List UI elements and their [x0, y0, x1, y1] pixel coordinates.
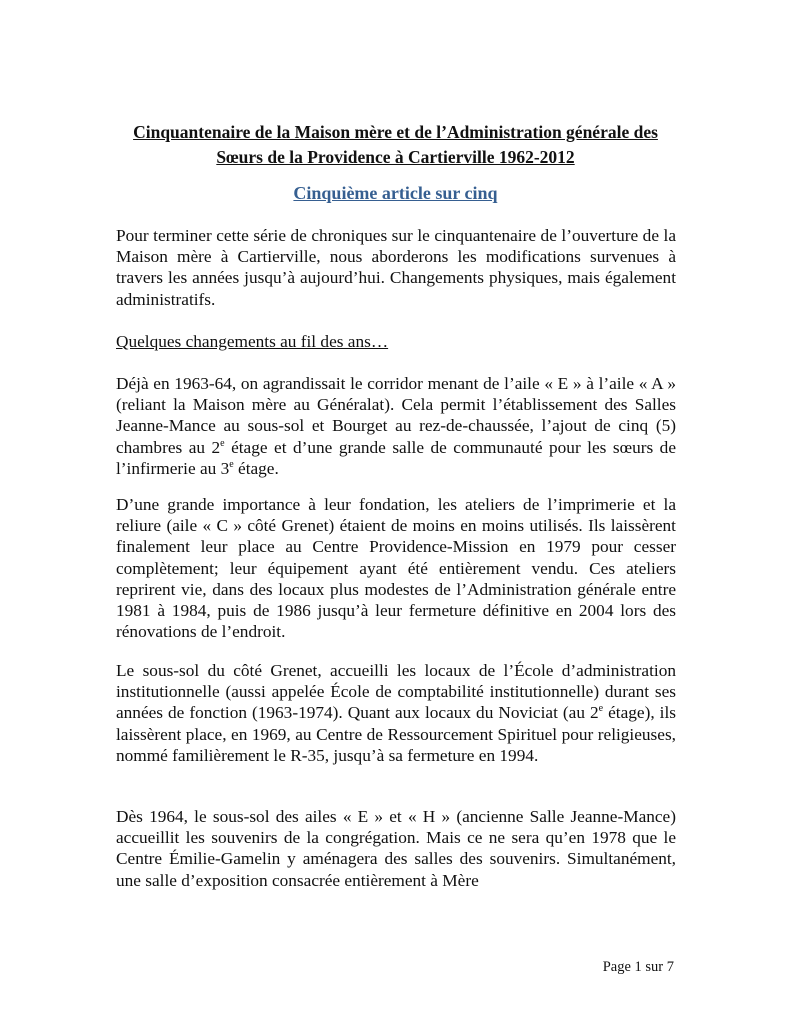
paragraph-3-text-b: étage), ils laissèrent place, en 1969, au Centre de Ressourcement Spirituel pour religieuses, nommé familièrement le R-35, jusqu’à sa fermeture en 1994. — [116, 703, 677, 765]
paragraph-1-text-b: étage et d’une grande salle de communauté pour les sœurs de l’infirmerie au 3 — [116, 437, 676, 478]
superscript: e — [220, 437, 225, 449]
superscript: e — [598, 703, 604, 715]
paragraph-1-text-a: Déjà en 1963-64, on agrandissait le corridor menant de l’aile « E » à l’aile « A » (reliant la Maison mère au Généralat). Cela permit l’établissement des Salles Jeanne-Mance au sous-sol et Bourget au rez-de-chaussée, l’ajout de cinq (5) chambres au 2 — [116, 374, 676, 457]
page-number: Page 1 sur 7 — [602, 959, 674, 975]
section-heading: Quelques changements au fil des ans… — [116, 332, 389, 351]
paragraph-3 — [116, 660, 676, 766]
title-line-1: Cinquantenaire de la Maison mère et de l’Administration générale des — [133, 122, 658, 142]
paragraph-4: Dès 1964, le sous-sol des ailes « E » et « H » (ancienne Salle Jeanne-Mance) accueillit les souvenirs de la congrégation. Mais ce ne sera qu’en 1978 que le Centre Émilie-Gamelin y aménagera des salles des souvenirs. Simultanément, une salle d’exposition consacrée entièrement à Mère — [116, 807, 676, 890]
paragraph-1 — [116, 373, 676, 479]
document-title — [100, 120, 691, 170]
article-subtitle: Cinquième article sur cinq — [293, 183, 498, 203]
superscript: e — [229, 459, 234, 471]
paragraph-2: D’une grande importance à leur fondation, les ateliers de l’imprimerie et la reliure (aile « C » côté Grenet) étaient de moins en moins utilisés. Ils laissèrent finalement leur place au Centre Providence-Mission en 1979 pour cesser complètement; leur équipement ayant été entièrement vendu. Ces ateliers reprirent vie, dans des locaux plus modestes de l’Administration générale entre 1981 à 1984, puis de 1986 jusqu’à leur fermeture définitive en 2004 lors des rénovations de l’endroit. — [116, 495, 676, 642]
title-line-2: Sœurs de la Providence à Cartierville 1962-2012 — [216, 147, 575, 167]
paragraph-1-text-c: étage. — [233, 458, 279, 478]
paragraph-3-text-a: Le sous-sol du côté Grenet, accueilli les locaux de l’École d’administration institutionnelle (aussi appelée École de comptabilité institutionnelle) durant ses années de fonction (1963-1974). Quant aux locaux du Noviciat (au 2 — [116, 661, 676, 723]
intro-paragraph: Pour terminer cette série de chroniques sur le cinquantenaire de l’ouverture de la Maison mère à Cartierville, nous aborderons les modifications survenues à travers les années jusqu’à aujourd’hui. Changements physiques, mais également administratifs. — [116, 226, 676, 309]
